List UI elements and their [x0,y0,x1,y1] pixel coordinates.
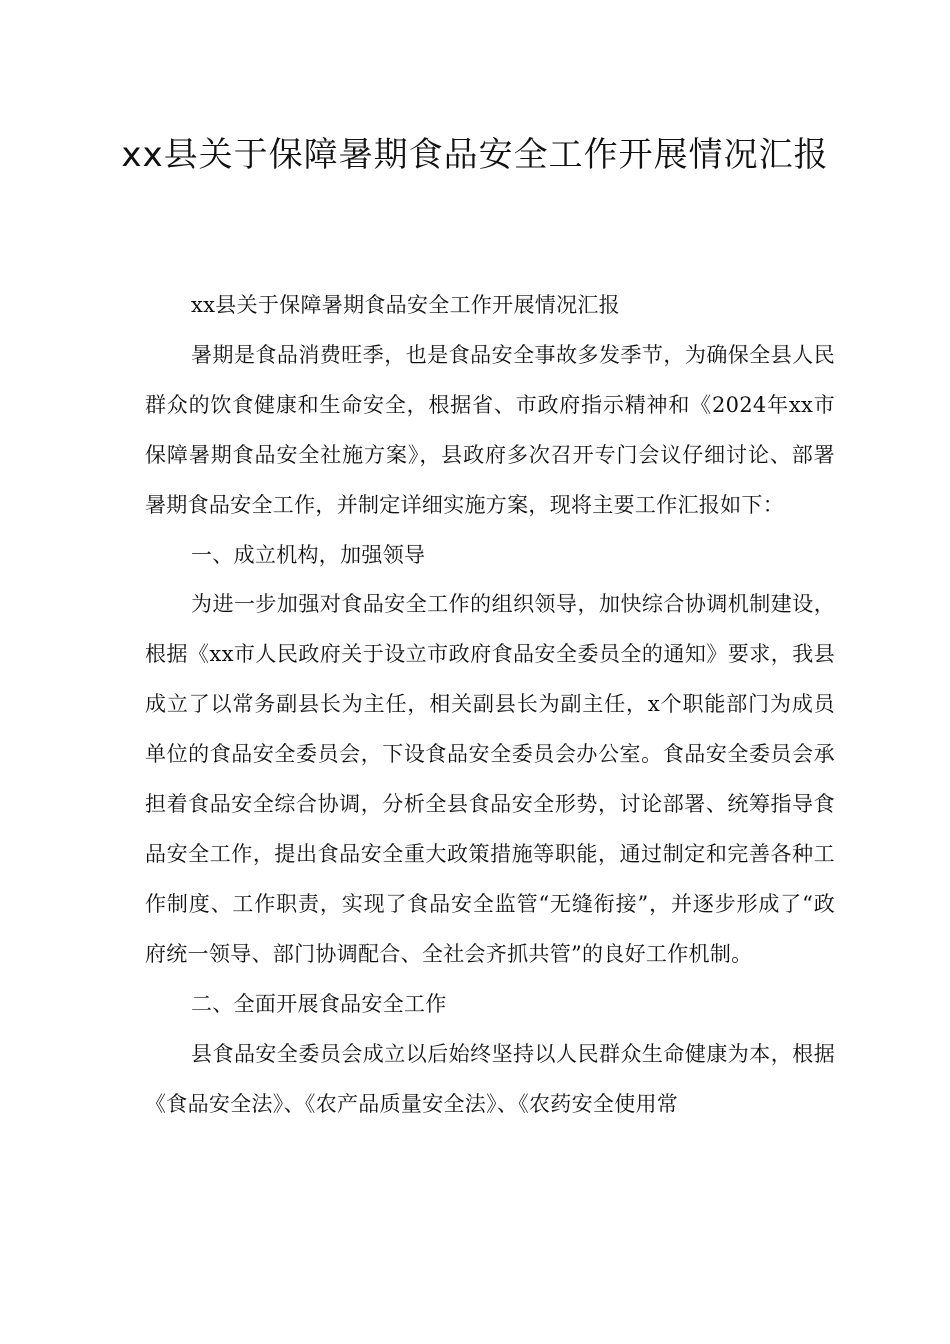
document-body [145,281,835,1129]
section-heading-1: 一、成立机构，加强领导 [191,542,426,567]
paragraph-heading-repeat: xx县关于保障暑期食品安全工作开展情况汇报 [191,293,620,317]
section-heading-2: 二、全面开展食品安全工作 [191,991,447,1016]
paragraph-section-1: 为进一步加强对食品安全工作的组织领导，加快综合协调机制建设，根据《xx市人民政府关于设立市政府食品安全委员全的通知》要求，我县成立了以常务副县长为主任，相关副县长为副主任，x个职能部门为成员单位的食品安全委员会，下设食品安全委员会办公室。食品安全委员会承担着食品安全综合协调，分析全县食品安全形势，讨论部署、统筹指导食品安全工作，提出食品安全重大政策措施等职能，通过制定和完善各种工作制度、工作职责，实现了食品安全监管“无缝衔接”，并逐步形成了“政府统一领导、部门协调配合、全社会齐抓共管”的良好工作机制。 [145,592,835,966]
paragraph-section-2: 县食品安全委员会成立以后始终坚持以人民群众生命健康为本，根据《食品安全法》、《农产品质量安全法》、《农药安全使用常 [145,1041,835,1116]
paragraph-intro: 暑期是食品消费旺季，也是食品安全事故多发季节，为确保全县人民群众的饮食健康和生命安全，根据省、市政府指示精神和《2024年xx市保障暑期食品安全社施方案》，县政府多次召开专门会议仔细讨论、部署暑期食品安全工作，并制定详细实施方案，现将主要工作汇报如下： [145,342,835,517]
document-title: xx县关于保障暑期食品安全工作开展情况汇报 [121,135,829,175]
